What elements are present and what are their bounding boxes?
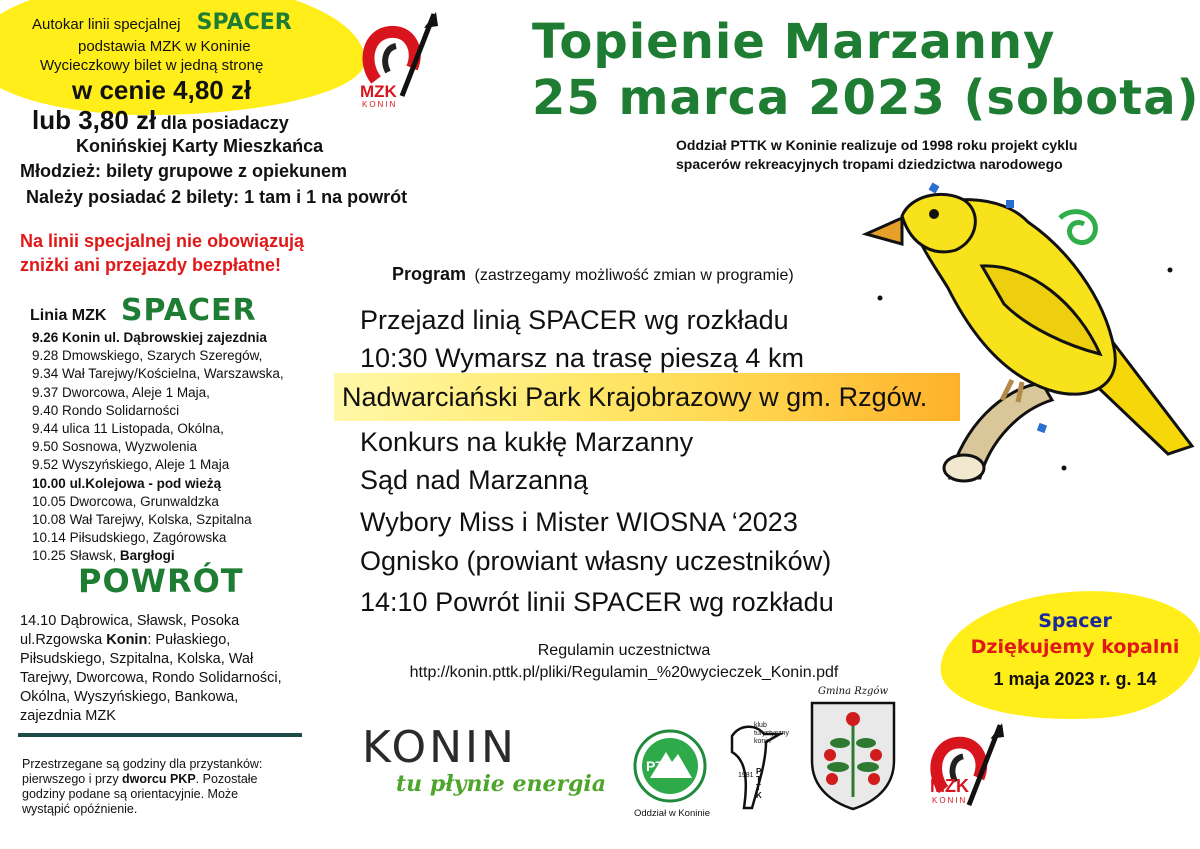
- route-stop-place: Dmowskiego, Szarych Szeregów,: [62, 348, 263, 364]
- route-stop: [32, 456, 342, 474]
- mzk-logo-top-text: MZK: [360, 82, 397, 101]
- klub-year: 1981: [738, 772, 754, 779]
- route-stop-time: 9.28: [32, 348, 59, 364]
- route-stop-time: 9.40: [32, 402, 59, 418]
- ticket-line-1: [32, 10, 292, 35]
- konin-logo: [362, 722, 622, 812]
- route-stop: [32, 402, 342, 420]
- route-stop: [32, 438, 342, 456]
- ticket-youth: Młodzież: bilety grupowe z opiekunem: [20, 161, 348, 181]
- route-stop-time: 9.37: [32, 384, 59, 400]
- program-item-1: Przejazd linią SPACER wg rozkładu: [360, 305, 789, 335]
- return-line-1: 14.10 Dąbrowica, Sławsk, Posoka: [20, 613, 240, 629]
- spacer-brand-large: SPACER: [120, 293, 257, 328]
- mzk-logo-top: [358, 12, 440, 112]
- mzk-logo-bottom-icon: [926, 722, 1006, 822]
- ticket-two-tickets: Należy posiadać 2 bilety: 1 tam i 1 na powrót: [26, 187, 408, 207]
- next-event-line-1: Spacer: [1038, 610, 1112, 632]
- route-stop-place: Dworcowa, Aleje 1 Maja,: [62, 384, 210, 400]
- program-item-3: Nadwarciański Park Krajobrazowy w gm. Rzgów.: [342, 382, 928, 412]
- timing-notice: [22, 757, 312, 817]
- route-stop: [32, 384, 342, 402]
- gmina-shield-icon: [806, 697, 900, 811]
- program-item-6: Wybory Miss i Mister WIOSNA ‘2023: [360, 507, 798, 537]
- route-stop-time: 10.14: [32, 530, 66, 546]
- route-stop-time: 10.00: [32, 475, 66, 491]
- program-note: (zastrzegamy możliwość zmian w programie): [474, 267, 794, 284]
- return-line-3: Piłsudskiego, Szpitalna, Kolska, Wał: [20, 651, 254, 667]
- klub-text-2: turystyczny: [754, 730, 790, 737]
- route-stop: [32, 420, 342, 438]
- program-item-2: 10:30 Wymarsz na trasę pieszą 4 km: [360, 343, 804, 373]
- regulamin-label: Regulamin uczestnictwa: [537, 642, 711, 659]
- route-stop-time: 9.26: [32, 330, 59, 345]
- klub-text-3: konin: [754, 738, 771, 745]
- ticket-card: Konińskiej Karty Mieszkańca: [76, 136, 324, 156]
- route-stop: [32, 493, 342, 511]
- program-item-7: Ognisko (prowiant własny uczestników): [360, 546, 832, 576]
- ticket-price-main: w cenie 4,80 zł: [72, 75, 252, 105]
- notice-line-2: [22, 772, 312, 787]
- return-line-6: zajezdnia MZK: [20, 708, 116, 724]
- ticket-price-alt: [32, 106, 289, 134]
- klub-text: [754, 722, 789, 746]
- return-line-2-pre: ul.Rzgowska: [20, 632, 107, 648]
- route-stop-place: Wał Tarejwy, Kolska, Szpitalna: [69, 512, 252, 528]
- ticket-price-alt-suffix: dla posiadaczy: [160, 113, 289, 133]
- ticket-price-alt-value: lub 3,80 zł: [32, 105, 157, 135]
- program-heading: [392, 264, 794, 285]
- yellow-bird-icon: [852, 178, 1197, 483]
- return-line-4: Tarejwy, Dworcowa, Rondo Solidarności,: [20, 670, 282, 686]
- route-stop-time: 9.52: [32, 457, 59, 473]
- konin-logo-slogan: tu płynie energia: [396, 771, 607, 797]
- return-heading: POWRÓT: [78, 562, 244, 600]
- route-stop-place: Wyszyńskiego, Aleje 1 Maja: [62, 457, 230, 473]
- route-stop: [32, 329, 342, 347]
- event-date: 25 marca 2023 (sobota): [532, 70, 1200, 126]
- notice-line-1: Przestrzegane są godziny dla przystanków:: [22, 757, 263, 771]
- notice-line-2-post: . Pozostałe: [195, 772, 258, 786]
- route-stop-place: ul.Kolejowa - pod wieżą: [69, 475, 222, 491]
- klub-text-1: klub: [754, 722, 767, 729]
- next-event: [960, 608, 1190, 692]
- route-stops-list: [32, 329, 342, 566]
- line-label: Linia MZK: [30, 307, 107, 324]
- pttk-desc-line-2: spacerów rekreacyjnych tropami dziedzictwa narodowego: [676, 156, 1063, 172]
- route-stop-place: Rondo Solidarności: [62, 402, 180, 418]
- event-title: Topienie Marzanny: [532, 14, 1056, 70]
- notice-line-3: godziny podane są orientacyjnie. Może: [22, 787, 239, 801]
- return-line-2-bold: Konin: [106, 632, 148, 648]
- route-stop: [32, 475, 342, 493]
- route-stop-time: 9.44: [32, 421, 59, 437]
- route-stop-time: 10.08: [32, 512, 66, 528]
- spacer-brand-small: SPACER: [196, 10, 292, 35]
- notice-line-2-bold: dworcu PKP: [122, 772, 196, 786]
- section-divider: [18, 733, 302, 737]
- route-stop-time: 9.34: [32, 366, 59, 382]
- route-stop: [32, 511, 342, 529]
- program-label: Program: [392, 264, 467, 284]
- klub-logo: [722, 720, 790, 812]
- konin-logo-word: KONIN: [362, 722, 517, 773]
- mzk-logo-bottom-subtext: KONIN: [932, 796, 968, 805]
- warning-line-1: Na linii specjalnej nie obowiązują: [20, 231, 305, 251]
- route-stop-place: Sławsk,: [69, 548, 120, 564]
- pttk-desc-line-1: Oddział PTTK w Koninie realizuje od 1998 roku projekt cyklu: [676, 137, 1078, 153]
- ticket-line-1-text: Autokar linii specjalnej: [32, 16, 181, 33]
- program-item-8: 14:10 Powrót linii SPACER wg rozkładu: [360, 587, 834, 617]
- ticket-line-3: Wycieczkowy bilet w jedną stronę: [40, 57, 264, 74]
- line-heading: [30, 293, 257, 328]
- route-stop-time: 10.25: [32, 548, 66, 564]
- route-stop-place: Dworcowa, Grunwaldzka: [69, 493, 219, 509]
- gmina-label: Gmina Rzgów: [817, 686, 889, 697]
- route-stop: [32, 529, 342, 547]
- warning-line-2: zniżki ani przejazdy bezpłatne!: [20, 255, 282, 275]
- route-stop: [32, 365, 342, 383]
- route-stop-time: 10.05: [32, 493, 66, 509]
- route-stop-place: ulica 11 Listopada, Okólna,: [62, 421, 224, 437]
- route-stop-place-bold: Bargłogi: [119, 548, 175, 564]
- mzk-logo-top-subtext: KONIN: [362, 100, 398, 109]
- regulamin-block: [384, 640, 864, 684]
- next-event-line-2: Dziękujemy kopalni: [970, 636, 1180, 658]
- pttk-caption: Oddział w Koninie: [633, 808, 711, 819]
- return-line-5: Okólna, Wyszyńskiego, Bankowa,: [20, 689, 239, 705]
- route-stop: [32, 347, 342, 365]
- route-stop-place: Piłsudskiego, Zagórowska: [69, 530, 227, 546]
- notice-line-2-pre: pierwszego i przy: [22, 772, 123, 786]
- mzk-logo-bottom: [926, 722, 1006, 822]
- ticket-line-2: podstawia MZK w Koninie: [78, 38, 251, 55]
- route-stop-time: 9.50: [32, 439, 59, 455]
- return-line-2-post: : Pułaskiego,: [147, 632, 231, 648]
- program-item-4: Konkurs na kukłę Marzanny: [360, 427, 694, 457]
- route-stop-place: Konin ul. Dąbrowskiej zajezdnia: [62, 330, 267, 345]
- pttk-emblem-text: PTTK: [646, 758, 683, 774]
- gmina-coat-of-arms: [806, 686, 900, 814]
- return-line-2: [20, 631, 340, 650]
- notice-line-4: wystąpić opóźnienie.: [22, 802, 138, 816]
- return-stops: [20, 612, 340, 726]
- next-event-line-3: 1 maja 2023 r. g. 14: [993, 669, 1157, 689]
- regulamin-link[interactable]: http://konin.pttk.pl/pliki/Regulamin_%20wycieczek_Konin.pdf: [409, 664, 839, 681]
- route-stop-place: Wał Tarejwy/Kościelna, Warszawska,: [62, 366, 284, 382]
- route-stop-place: Sosnowa, Wyzwolenia: [62, 439, 197, 455]
- mzk-logo-bottom-text: MZK: [930, 776, 969, 796]
- program-item-5: Sąd nad Marzanną: [360, 465, 589, 495]
- klub-pttk: PTTK: [756, 767, 762, 800]
- pttk-logo: [632, 728, 712, 824]
